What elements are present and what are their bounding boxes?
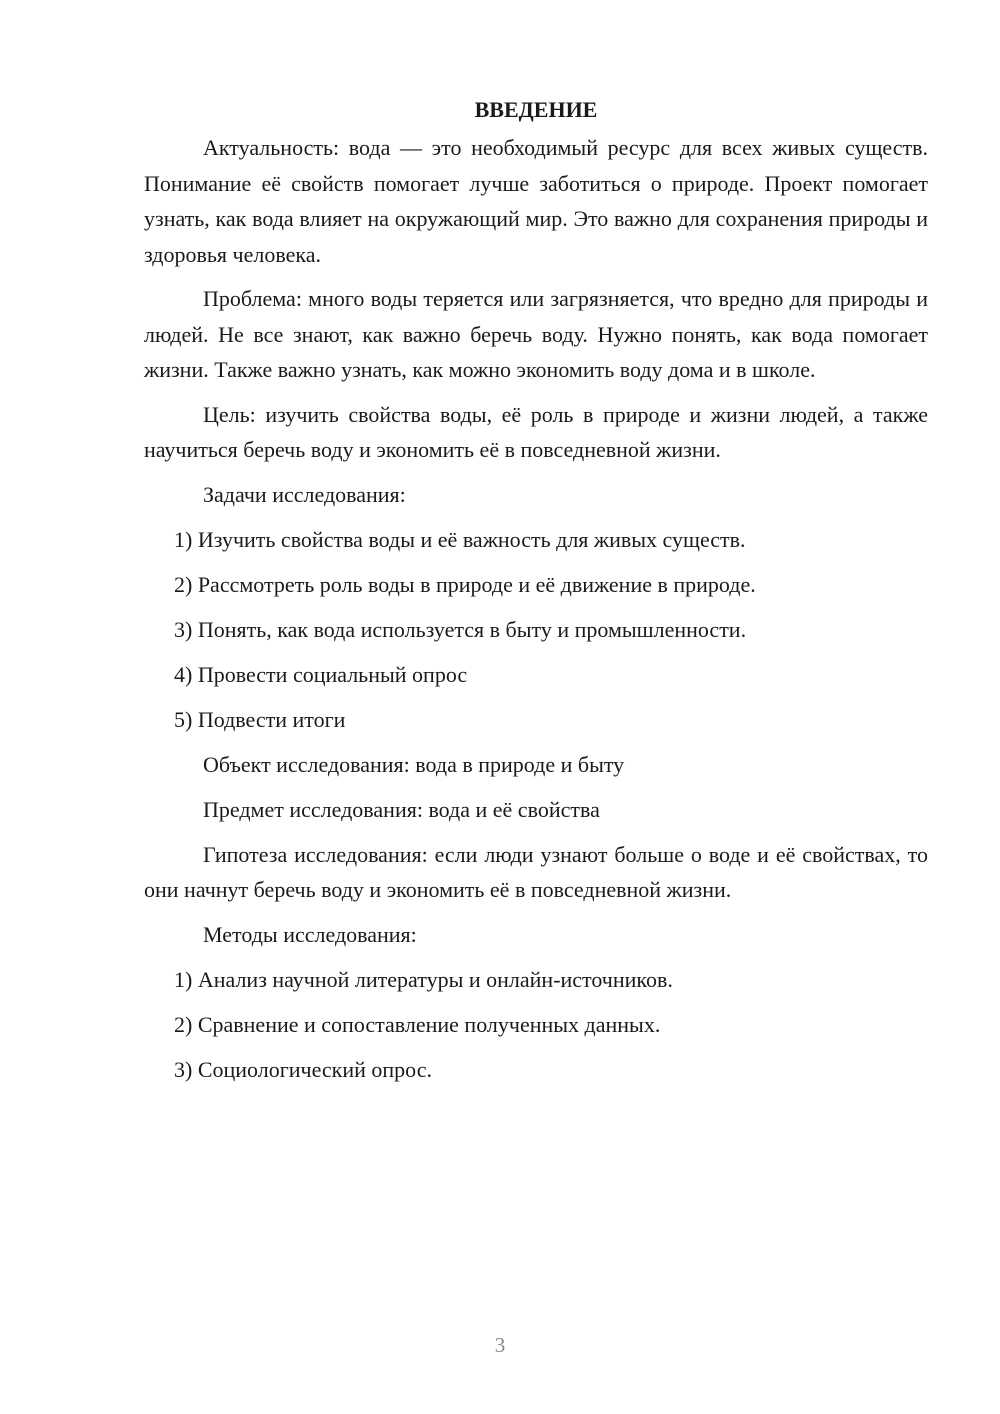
document-page bbox=[144, 92, 928, 1097]
research-subject: Предмет исследования: вода и её свойства bbox=[203, 796, 600, 822]
list-item: 2) Рассмотреть роль воды в природе и её движение в природе. bbox=[174, 571, 756, 597]
list-item: 1) Изучить свойства воды и её важность для живых существ. bbox=[174, 526, 746, 552]
tasks-heading: Задачи исследования: bbox=[203, 481, 406, 507]
paragraph-goal: Цель: изучить свойства воды, её роль в природе и жизни людей, а также научиться беречь воду и экономить её в повседневной жизни. bbox=[144, 401, 928, 462]
list-item: 3) Понять, как вода используется в быту и промышленности. bbox=[174, 616, 747, 642]
list-item: 3) Социологический опрос. bbox=[174, 1056, 432, 1082]
list-item: 1) Анализ научной литературы и онлайн-источников. bbox=[174, 966, 673, 992]
list-item: 2) Сравнение и сопоставление полученных данных. bbox=[174, 1011, 661, 1037]
methods-heading: Методы исследования: bbox=[203, 921, 417, 947]
page-number: 3 bbox=[494, 1333, 506, 1357]
research-object: Объект исследования: вода в природе и быту bbox=[203, 751, 625, 777]
paragraph-relevance: Актуальность: вода — это необходимый ресурс для всех живых существ. Понимание её свойств помогает лучше заботиться о природе. Проект помогает узнать, как вода влияет на окружающий мир. Это важно для сохранения природы и здоровья человека. bbox=[144, 135, 928, 267]
list-item: 4) Провести социальный опрос bbox=[174, 661, 468, 687]
paragraph-problem: Проблема: много воды теряется или загрязняется, что вредно для природы и людей. Не все знают, как важно беречь воду. Нужно понять, как вода помогает жизни. Также важно узнать, как можно экономить воду дома и в школе. bbox=[144, 286, 928, 382]
paragraph-hypothesis: Гипотеза исследования: если люди узнают больше о воде и её свойствах, то они начнут беречь воду и экономить её в повседневной жизни. bbox=[144, 841, 928, 902]
section-title: ВВЕДЕНИЕ bbox=[474, 97, 598, 122]
list-item: 5) Подвести итоги bbox=[174, 706, 346, 732]
